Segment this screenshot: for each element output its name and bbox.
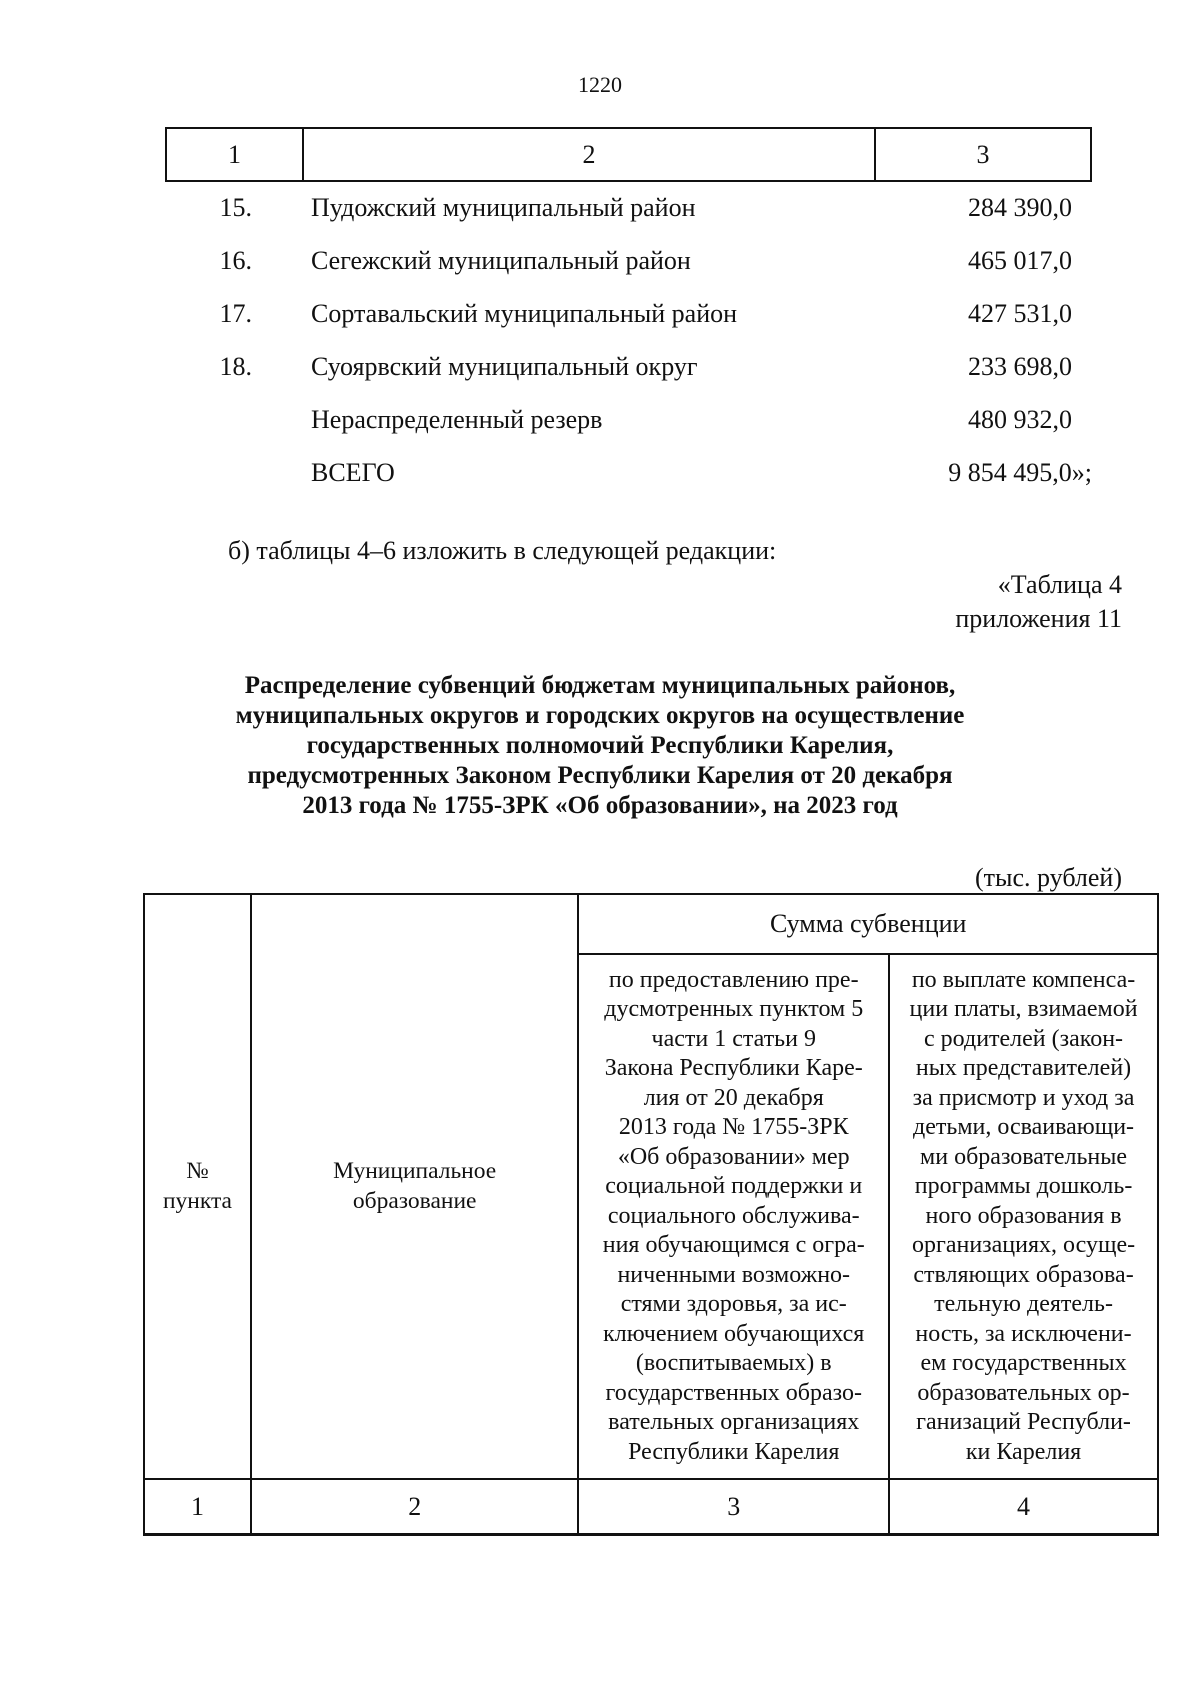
header-col-1: 1	[166, 128, 303, 181]
title-line: Распределение субвенций бюджетам муниципальных районов,	[244, 672, 956, 699]
row-number: 15.	[219, 193, 252, 222]
group-header-subvention-sum: Сумма субвенции	[578, 894, 1158, 954]
row-value: 480 932,0	[968, 405, 1072, 434]
continuation-header-table	[165, 127, 1092, 182]
list-item	[0, 352, 1200, 392]
header-line: стями здоровья, за ис-	[620, 1291, 847, 1318]
col-municipality-header	[251, 894, 578, 1479]
header-line: программы дошколь-	[914, 1173, 1133, 1200]
title-line: государственных полномочий Республики Карелия,	[306, 732, 894, 759]
header-line: образовательных ор-	[917, 1379, 1130, 1406]
header-line: ганизаций Республи-	[916, 1409, 1131, 1436]
table-reference	[955, 568, 1122, 636]
title-line: предусмотренных Законом Республики Карелия от 20 декабря	[247, 762, 953, 789]
row-name: Суоярвский муниципальный округ	[311, 352, 698, 381]
list-item	[0, 299, 1200, 339]
title-line: муниципальных округов и городских округов на осуществление	[235, 702, 965, 729]
row-number: 17.	[219, 299, 252, 328]
header-line: образование	[352, 1187, 477, 1214]
subvention-table	[143, 893, 1159, 1536]
row-value: 465 017,0	[968, 246, 1072, 275]
header-line: «Об образовании» мер	[617, 1143, 850, 1170]
header-line: ствляющих образова-	[913, 1261, 1134, 1288]
header-line: ки Карелия	[965, 1438, 1082, 1465]
header-line: Закона Республики Каре-	[604, 1055, 863, 1082]
header-line: (воспитываемых) в	[635, 1350, 832, 1377]
header-line: Муниципальное	[333, 1158, 497, 1184]
header-line: части 1 статьи 9	[651, 1025, 816, 1052]
row-value: 284 390,0	[968, 193, 1072, 222]
table-reference-line-1: «Таблица 4	[997, 570, 1122, 599]
header-line: ем государственных	[920, 1350, 1127, 1377]
header-line: 2013 года № 1755-ЗРК	[618, 1114, 849, 1141]
header-line: лия от 20 декабря	[643, 1084, 824, 1111]
header-line: ниченными возможно-	[617, 1261, 851, 1288]
header-line: ми образовательные	[920, 1143, 1128, 1170]
header-line: ции платы, взимаемой	[909, 996, 1138, 1023]
col-social-support-header	[578, 954, 889, 1479]
header-col-3: 3	[875, 128, 1091, 181]
header-line: с родителей (закон-	[924, 1025, 1124, 1052]
header-line: ность, за исключени-	[915, 1320, 1132, 1347]
header-col-2: 2	[303, 128, 875, 181]
header-line: тельную деятель-	[934, 1291, 1113, 1318]
table-reference-line-2: приложения 11	[955, 604, 1122, 633]
header-line: ного образования в	[925, 1202, 1122, 1229]
page-number: 1220	[578, 72, 622, 97]
row-value: 233 698,0	[968, 352, 1072, 381]
header-line: детьми, осваивающи-	[913, 1114, 1135, 1141]
header-line: пункта	[162, 1187, 232, 1214]
header-line: дусмотренных пунктом 5	[604, 996, 864, 1023]
header-line: государственных образо-	[605, 1379, 862, 1406]
total-row	[0, 458, 1200, 498]
row-name: Нераспределенный резерв	[311, 405, 603, 434]
header-line: ных представителей)	[915, 1055, 1132, 1082]
column-number-2: 2	[251, 1479, 578, 1534]
list-item	[0, 193, 1200, 233]
row-name: Сортавальский муниципальный район	[311, 299, 738, 328]
header-line: социального обслужива-	[607, 1202, 860, 1229]
header-line: по выплате компенса-	[911, 966, 1136, 993]
header-line: за присмотр и уход за	[912, 1084, 1135, 1111]
col-number-header	[144, 894, 251, 1479]
row-number: 18.	[219, 352, 252, 381]
header-line: вательных организациях	[608, 1409, 860, 1436]
header-line: №	[186, 1158, 209, 1184]
header-line: ния обучающимся с огра-	[602, 1232, 865, 1259]
column-number-1: 1	[144, 1479, 251, 1534]
row-value: 9 854 495,0»;	[948, 458, 1092, 487]
list-item	[0, 405, 1200, 445]
table-title	[0, 671, 1200, 821]
column-number-3: 3	[578, 1479, 889, 1534]
units-label: (тыс. рублей)	[974, 863, 1122, 892]
header-line: ключением обучающихся	[603, 1320, 865, 1347]
row-name: Сегежский муниципальный район	[311, 246, 691, 275]
list-item	[0, 246, 1200, 286]
row-name: Пудожский муниципальный район	[311, 193, 696, 222]
col-compensation-header	[889, 954, 1158, 1479]
row-number: 16.	[219, 246, 252, 275]
amendment-paragraph: б) таблицы 4–6 изложить в следующей редакции:	[228, 536, 777, 565]
row-name: ВСЕГО	[311, 458, 395, 487]
header-line: Республики Карелия	[628, 1438, 840, 1465]
column-number-4: 4	[889, 1479, 1158, 1534]
header-line: организациях, осуще-	[911, 1232, 1136, 1259]
header-line: по предоставлению пре-	[608, 966, 859, 993]
header-line: социальной поддержки и	[605, 1173, 863, 1200]
title-line: 2013 года № 1755-ЗРК «Об образовании», на 2023 год	[302, 792, 898, 819]
row-value: 427 531,0	[968, 299, 1072, 328]
